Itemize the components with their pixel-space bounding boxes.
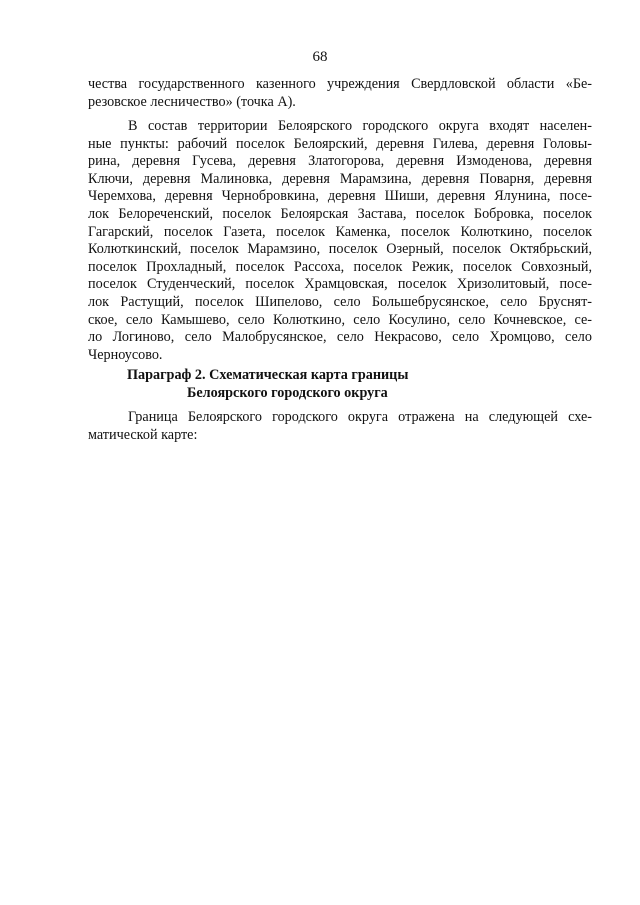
text-line: лок Растущий, поселок Шипелово, село Большебрусянское, село Бруснят- bbox=[88, 293, 592, 310]
text-line: В состав территории Белоярского городского округа входят населен- bbox=[128, 118, 592, 134]
text-line: резовское лесничество» (точка А). bbox=[88, 93, 296, 110]
text-line: матической карте: bbox=[88, 426, 198, 443]
paragraph-continuation bbox=[88, 76, 592, 111]
text-line: ло Логиново, село Малобрусянское, село Некрасово, село Хромцово, село bbox=[88, 329, 592, 346]
text-line: Черемхова, деревня Чернобровкина, деревня Шиши, деревня Ялунина, посе- bbox=[88, 188, 592, 205]
text-line: Колюткинский, поселок Марамзино, поселок Озерный, поселок Октябрьский, bbox=[88, 241, 592, 258]
heading-line: Белоярского городского округа bbox=[187, 384, 388, 401]
paragraph-settlements bbox=[88, 118, 592, 364]
text-line: Граница Белоярского городского округа отражена на следующей схе- bbox=[128, 409, 592, 425]
text-line: Черноусово. bbox=[88, 346, 163, 363]
text-line: поселок Студенческий, поселок Храмцовская, поселок Хризолитовый, посе- bbox=[88, 276, 592, 293]
paragraph-map-intro bbox=[88, 409, 592, 444]
text-line: рина, деревня Гусева, деревня Златогорова, деревня Измоденова, деревня bbox=[88, 153, 592, 170]
text-line: лок Белореченский, поселок Белоярская Застава, поселок Бобровка, поселок bbox=[88, 205, 592, 222]
page-number: 68 bbox=[312, 49, 328, 65]
text-line: ные пункты: рабочий поселок Белоярский, деревня Гилева, деревня Головы- bbox=[88, 135, 592, 152]
text-line: Ключи, деревня Малиновка, деревня Марамзина, деревня Поварня, деревня bbox=[88, 170, 592, 187]
text-line: чества государственного казенного учреждения Свердловской области «Бе- bbox=[88, 76, 592, 92]
text-line: поселок Прохладный, поселок Рассоха, поселок Режик, поселок Совхозный, bbox=[88, 258, 592, 275]
section-heading bbox=[0, 367, 640, 402]
text-line: Гагарский, поселок Газета, поселок Каменка, поселок Колюткино, поселок bbox=[88, 223, 592, 240]
text-line: ское, село Камышево, село Колюткино, село Косулино, село Кочневское, се- bbox=[88, 311, 592, 328]
heading-line: Параграф 2. Схематическая карта границы bbox=[127, 367, 409, 383]
